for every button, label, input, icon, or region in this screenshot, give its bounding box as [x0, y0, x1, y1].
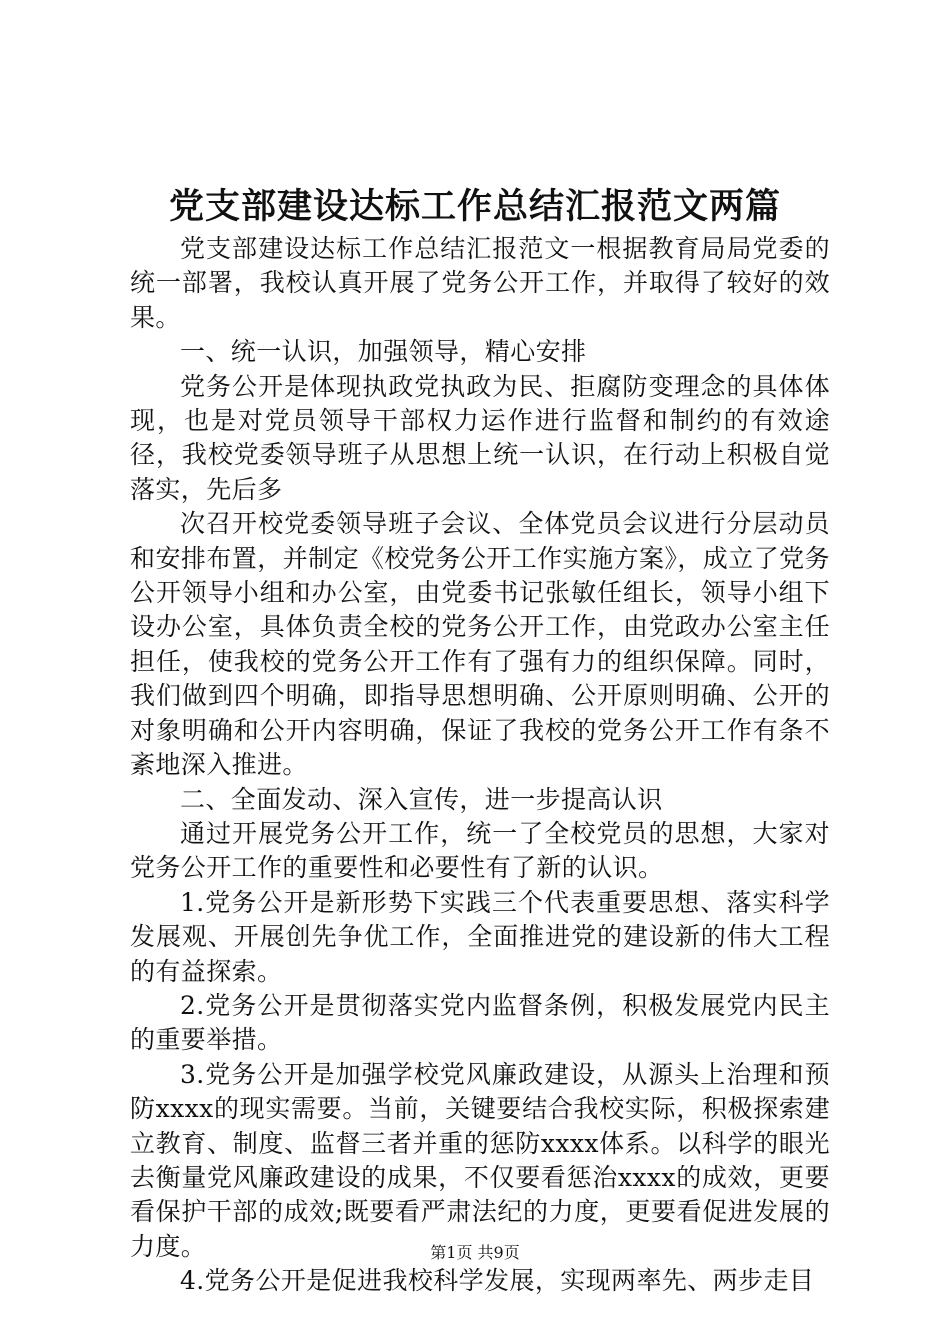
document-title: 党支部建设达标工作总结汇报范文两篇: [168, 186, 781, 227]
document-body: [130, 232, 830, 1299]
list-item: 2.党务公开是贯彻落实党内监督条例，积极发展党内民主的重要举措。: [130, 990, 830, 1055]
list-item: 1.党务公开是新形势下实践三个代表重要思想、落实科学发展观、开展创先争优工作，全面推进党的建设新的伟大工程的有益探索。: [130, 887, 830, 986]
paragraph: 党务公开是体现执政党执政为民、拒腐防变理念的具体体现，也是对党员领导干部权力运作进行监督和制约的有效途径，我校党委领导班子从思想上统一认识，在行动上积极自觉落实，先后多: [130, 371, 830, 504]
page-number: 第1页 共9页: [430, 1243, 520, 1262]
list-item: 3.党务公开是加强学校党风廉政建设，从源头上治理和预防xxxx的现实需要。当前，关键要结合我校实际，积极探索建立教育、制度、监督三者并重的惩防xxxx体系。以科学的眼光去衡量党风廉政建设的成果，不仅要看惩治xxxx的成效，更要看保护干部的成效;既要看严肃法纪的力度，更要看促进发展的力度。: [130, 1059, 830, 1261]
paragraph-intro: 党支部建设达标工作总结汇报范文一根据教育局局党委的统一部署，我校认真开展了党务公开工作，并取得了较好的效果。: [130, 234, 830, 332]
section-heading-1: 一、统一认识，加强领导，精心安排: [180, 337, 587, 367]
section-heading-2: 二、全面发动、深入宣传，进一步提高认识: [180, 784, 663, 814]
paragraph: 次召开校党委领导班子会议、全体党员会议进行分层动员和安排布置，并制定《校党务公开工作实施方案》，成立了党务公开领导小组和办公室，由党委书记张敏任组长，领导小组下设办公室，具体负责全校的党务公开工作，由党政办公室主任担任，使我校的党务公开工作有了强有力的组织保障。同时，我们做到四个明确，即指导思想明确、公开原则明确、公开的对象明确和公开内容明确，保证了我校的党务公开工作有条不紊地深入推进。: [130, 509, 830, 780]
paragraph: 通过开展党务公开工作，统一了全校党员的思想，大家对党务公开工作的重要性和必要性有了新的认识。: [130, 818, 830, 883]
list-item: 4.党务公开是促进我校科学发展，实现两率先、两步走目: [180, 1266, 815, 1296]
